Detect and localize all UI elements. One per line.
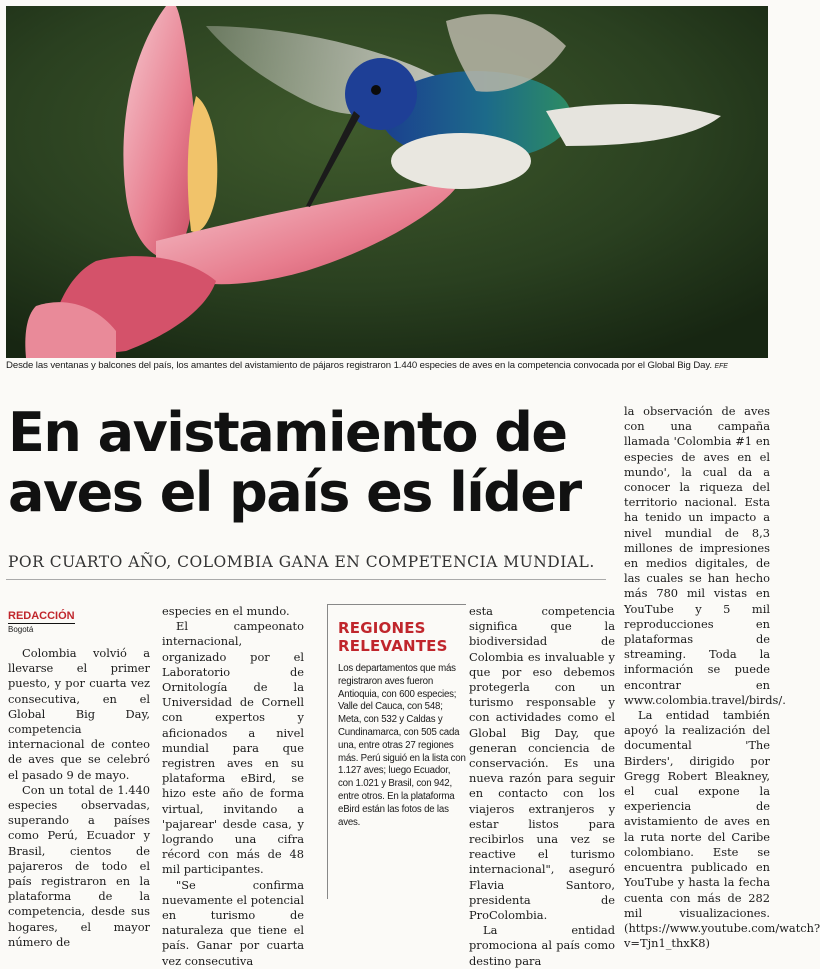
article-column-2 [162, 604, 304, 969]
paragraph: El campeonato internacional, organizado por el Laboratorio de Ornitología de la Universidad de Cornell con expertos y aficionados a nivel mundial para que registren aves en su plataforma eBird, se hizo este año de forma virtual, invitando a 'pajarear' desde casa, y logrando una cifra récord con más de 48 mil participantes. [162, 619, 304, 877]
byline [8, 604, 75, 634]
sidebar-box [327, 604, 466, 899]
article-column-1 [8, 646, 150, 950]
hummingbird-photo [6, 6, 768, 358]
article-column-4 [469, 604, 615, 969]
byline-city: Bogotá [8, 625, 34, 634]
paragraph: La entidad también apoyó la realización del documental 'The Birders', dirigido por Gregg Robert Bleakney, el cual expone la experiencia de avistamiento de aves en la ruta norte del Caribe colombiano. Este se encuentra publicado en YouTube y hasta la fecha cuenta con más de 282 mil visualizaciones. (https://www.youtube.com/watch?v=Tjn1_thxK8) [624, 708, 820, 951]
hummingbird-illustration [6, 6, 768, 358]
paragraph: Con un total de 1.440 especies observadas, superando a países como Perú, Ecuador y Brasil, cientos de pajareros de todo el país registraron en la plataforma de la competencia, desde sus hogares, el mayor número de [8, 782, 150, 949]
paragraph: esta competencia significa que la biodiversidad de Colombia es invaluable y que por eso debemos protegerla con un turismo responsable y con actividades como el Global Big Day, que generan conciencia de conservación. Es una nueva razón para seguir en contacto con los viajeros extranjeros y estar listos para recibirlos una vez se reactive el turismo internacional", aseguró Flavia Santoro, presidenta de ProColombia. [469, 604, 615, 923]
caption-text: Desde las ventanas y balcones del país, los amantes del avistamiento de pájaros registraron 1.440 especies de aves en la competencia convocada por el Global Big Day. [6, 360, 712, 371]
photo-credit: EFE [714, 363, 728, 370]
paragraph: Colombia volvió a llevarse el primer puesto, y por cuarta vez consecutiva, en el Global Big Day, competencia internacional de conteo de aves que se celebró el pasado 9 de mayo. [8, 646, 150, 782]
paragraph: especies en el mundo. [162, 604, 290, 618]
sidebar-title: REGIONES RELEVANTES [338, 619, 448, 655]
sidebar-body: Los departamentos que más registraron aves fueron Antioquia, con 600 especies; Valle del Cauca, con 548; Meta, con 532 y Caldas y Cundinamarca, con 505 cada una, entre otras 27 regiones más. Perú siguió en la lista con 1.127 aves; luego Ecuador, con 1.021 y Brasil, con 942, entre otros. En la plataforma eBird están las fotos de las aves. [338, 663, 466, 828]
photo-caption [6, 360, 776, 371]
paragraph: "Se confirma nuevamente el potencial en turismo de naturaleza que tiene el país. Ganar por cuarta vez consecutiva [162, 877, 304, 968]
paragraph: la observación de aves con una campaña llamada 'Colombia #1 en especies de aves en el mundo', la cual da a conocer la riqueza del territorio nacional. Esta ha tenido un impacto a nivel mundial de 8,3 millones de impresiones en medios digitales, de las cuales se han hecho más 780 mil vistas en YouTube y 5 mil reproducciones en plataformas de streaming. Toda la información se puede encontrar en www.colombia.travel/birds/. [624, 404, 786, 707]
divider [6, 579, 606, 580]
headline: En avistamiento de aves el país es líder [8, 401, 581, 524]
subheadline: POR CUARTO AÑO, COLOMBIA GANA EN COMPETENCIA MUNDIAL. [8, 553, 595, 571]
article-column-5 [624, 404, 820, 951]
paragraph: La entidad promociona al país como destino para [469, 923, 615, 968]
byline-author: REDACCIÓN [8, 610, 75, 622]
